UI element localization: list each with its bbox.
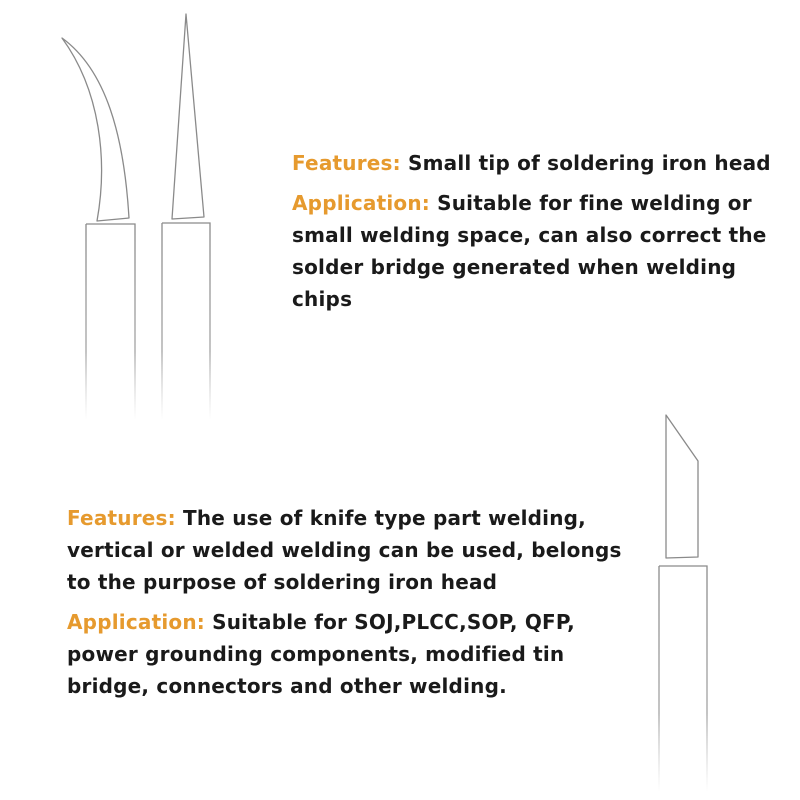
- application-label: Application:: [292, 191, 430, 215]
- top-description: [292, 147, 772, 323]
- bottom-features-line: [67, 502, 627, 598]
- bottom-description: [67, 502, 627, 710]
- features-label: Features:: [292, 151, 401, 175]
- features-text: The use of knife type part welding, vertical or welded welding can be used, belongs to the purpose of soldering iron head: [67, 506, 622, 594]
- top-features-line: [292, 147, 772, 179]
- curved-tip-icon: [62, 38, 135, 420]
- application-label: Application:: [67, 610, 205, 634]
- application-text: Suitable for fine welding or small welding space, can also correct the solder bridge generated when welding chips: [292, 191, 767, 311]
- top-application-line: [292, 187, 772, 315]
- straight-tip-icon: [162, 14, 210, 420]
- application-text: Suitable for SOJ,PLCC,SOP, QFP, power grounding components, modified tin bridge, connectors and other welding.: [67, 610, 575, 698]
- bottom-application-line: [67, 606, 627, 702]
- features-label: Features:: [67, 506, 176, 530]
- knife-tip-icon: [659, 415, 707, 792]
- features-text: Small tip of soldering iron head: [408, 151, 771, 175]
